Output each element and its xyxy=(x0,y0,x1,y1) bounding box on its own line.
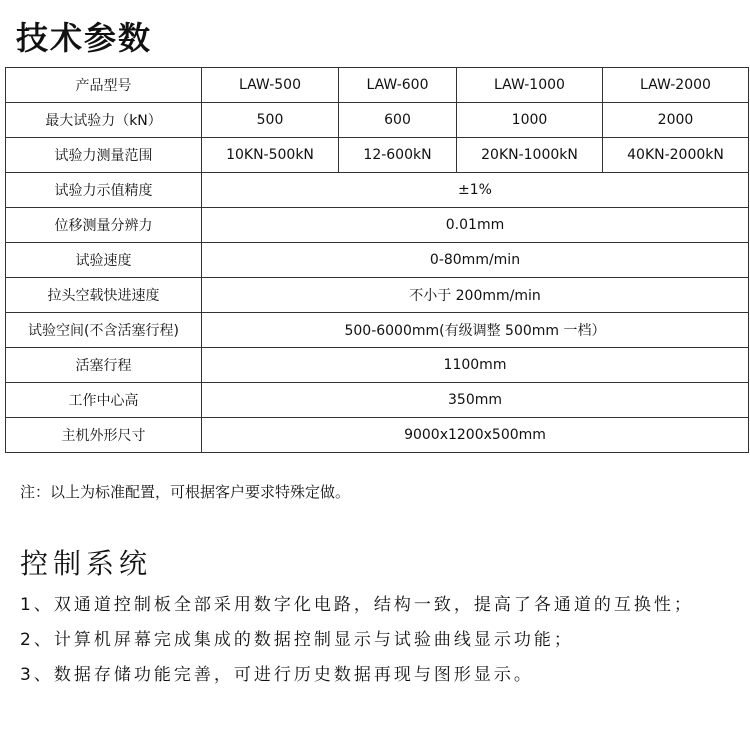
header-cell: LAW-500 xyxy=(202,68,339,103)
table-cell: 350mm xyxy=(202,383,749,418)
page-title: 技术参数 xyxy=(16,19,153,57)
table-cell: 0.01mm xyxy=(202,208,749,243)
table-row xyxy=(6,348,749,383)
table-cell: 500-6000mm(有级调整 500mm 一档） xyxy=(202,313,749,348)
table-row xyxy=(6,243,749,278)
table-row xyxy=(6,103,749,138)
table-cell: 2000 xyxy=(603,103,749,138)
table-row xyxy=(6,383,749,418)
row-label: 活塞行程 xyxy=(6,348,202,383)
table-row xyxy=(6,418,749,453)
feature-list xyxy=(20,588,740,693)
header-cell: LAW-1000 xyxy=(457,68,603,103)
table-header-row xyxy=(6,68,749,103)
header-cell: 产品型号 xyxy=(6,68,202,103)
table-cell: 40KN-2000kN xyxy=(603,138,749,173)
table-cell: 1000 xyxy=(457,103,603,138)
table-cell: 12-600kN xyxy=(339,138,457,173)
list-item: 2、计算机屏幕完成集成的数据控制显示与试验曲线显示功能； xyxy=(20,630,574,650)
footnote: 注：以上为标准配置，可根据客户要求特殊定做。 xyxy=(20,483,351,501)
row-label: 位移测量分辨力 xyxy=(6,208,202,243)
table-cell: 500 xyxy=(202,103,339,138)
table-row xyxy=(6,208,749,243)
table-row xyxy=(6,313,749,348)
table-cell: 20KN-1000kN xyxy=(457,138,603,173)
table-cell: 1100mm xyxy=(202,348,749,383)
table-cell: 0-80mm/min xyxy=(202,243,749,278)
row-label: 工作中心高 xyxy=(6,383,202,418)
table-row xyxy=(6,138,749,173)
row-label: 试验力示值精度 xyxy=(6,173,202,208)
table-cell: 600 xyxy=(339,103,457,138)
table-cell: 10KN-500kN xyxy=(202,138,339,173)
table-cell: 9000x1200x500mm xyxy=(202,418,749,453)
header-cell: LAW-2000 xyxy=(603,68,749,103)
row-label: 试验速度 xyxy=(6,243,202,278)
row-label: 试验力测量范围 xyxy=(6,138,202,173)
table-cell: 不小于 200mm/min xyxy=(202,278,749,313)
row-label: 最大试验力（kN） xyxy=(6,103,202,138)
section-title: 控制系统 xyxy=(20,547,153,580)
header-cell: LAW-600 xyxy=(339,68,457,103)
table-row xyxy=(6,278,749,313)
row-label: 试验空间(不含活塞行程) xyxy=(6,313,202,348)
table-cell: ±1% xyxy=(202,173,749,208)
list-item: 1、双通道控制板全部采用数字化电路，结构一致，提高了各通道的互换性； xyxy=(20,595,694,615)
spec-table xyxy=(5,67,749,453)
row-label: 拉头空载快进速度 xyxy=(6,278,202,313)
list-item: 3、数据存储功能完善，可进行历史数据再现与图形显示。 xyxy=(20,665,534,685)
table-row xyxy=(6,173,749,208)
row-label: 主机外形尺寸 xyxy=(6,418,202,453)
